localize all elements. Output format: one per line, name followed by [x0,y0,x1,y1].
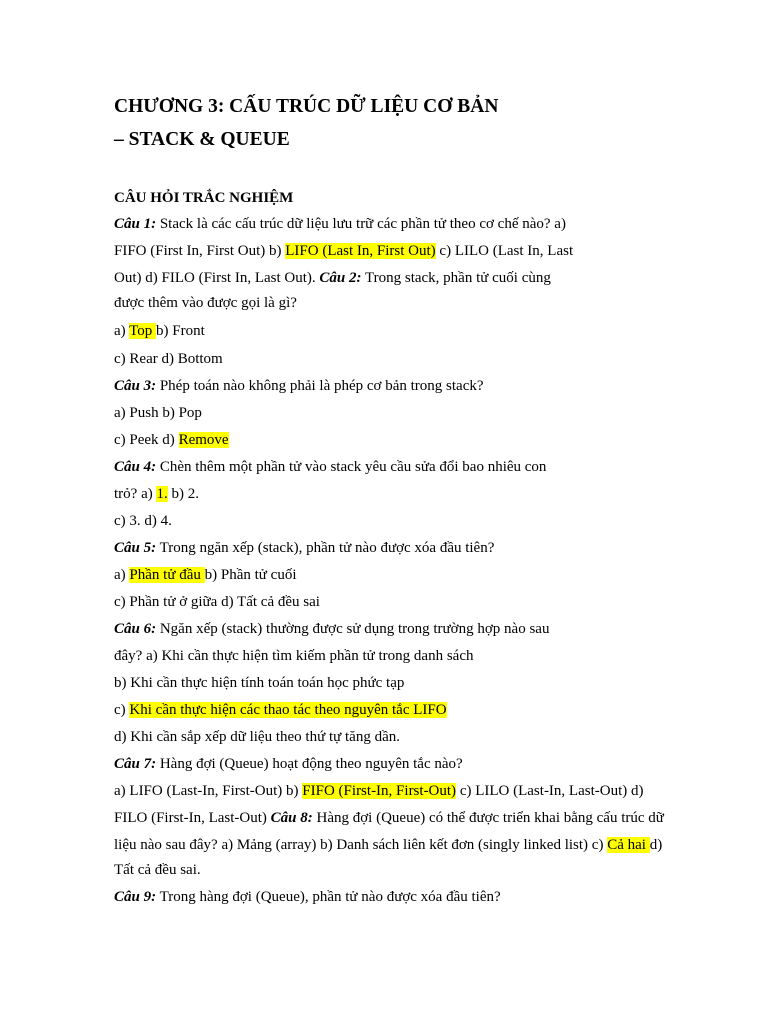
text-segment: Chèn thêm một phần tử vào stack yêu cầu sửa đổi bao nhiêu con [156,459,547,475]
text-line [114,484,199,504]
text-segment: Trong stack, phần tử cuối cùng [361,270,551,286]
text-line [114,700,447,720]
text-segment: d) Khi cần sắp xếp dữ liệu theo thứ tự tăng dần. [114,729,400,745]
text-segment: b) 2. [167,486,199,502]
text-segment: Out) d) FILO (First In, Last Out). [114,270,320,286]
text-line [114,538,494,558]
highlighted-answer: Cả hai [607,837,650,853]
text-line [114,887,501,907]
question-number: Câu 7: [114,756,157,772]
text-segment: b) Phần tử cuối [204,567,297,583]
chapter-title-line-1: CHƯƠNG 3: CẤU TRÚC DỮ LIỆU CƠ BẢN [114,96,499,117]
text-line [114,754,463,774]
text-segment: c) Rear d) Bottom [114,351,223,367]
text-segment: trỏ? a) [114,486,157,502]
text-segment: liệu nào sau đây? a) Mảng (array) b) Danh sách liên kết đơn (singly linked list) c) [114,837,608,853]
text-line [114,619,549,639]
text-line [114,349,223,369]
question-number: Câu 1: [114,216,157,232]
text-line [114,268,551,288]
text-line [114,727,400,747]
text-line [114,646,474,666]
text-line [114,860,201,880]
text-segment: c) [114,702,130,718]
text-segment: a) [114,323,130,339]
text-segment: Stack là các cấu trúc dữ liệu lưu trữ các phần tử theo cơ chế nào? a) [156,216,566,232]
question-number: Câu 6: [114,621,157,637]
text-segment: đây? a) Khi cần thực hiện tìm kiếm phần tử trong danh sách [114,648,474,664]
text-segment: a) [114,567,130,583]
question-number: Câu 9: [114,889,157,905]
chapter-title [114,90,734,156]
text-segment: d) [649,837,663,853]
highlighted-answer: Phần tử đầu [129,567,205,583]
highlighted-answer: LIFO (Last In, First Out) [285,243,436,259]
text-line [114,835,662,855]
text-line [114,241,573,261]
question-number: Câu 5: [114,540,157,556]
text-segment: a) Push b) Pop [114,405,202,421]
text-line [114,430,229,450]
highlighted-answer: Remove [178,432,229,448]
text-segment: c) LILO (Last In, Last [435,243,574,259]
text-segment: Hàng đợi (Queue) hoạt động theo nguyên tắc nào? [156,756,463,772]
text-line [114,592,320,612]
text-line [114,403,202,423]
text-line [114,511,172,531]
section-heading: CÂU HỎI TRẮC NGHIỆM [114,190,294,206]
text-line [114,673,404,693]
question-number: Câu 8: [270,810,313,826]
text-segment: Trong hàng đợi (Queue), phần tử nào được xóa đầu tiên? [156,889,501,905]
text-segment: c) LILO (Last-In, Last-Out) d) [456,783,644,799]
question-number: Câu 2: [319,270,362,286]
text-segment: FIFO (First In, First Out) b) [114,243,286,259]
text-segment: c) Phần tử ở giữa d) Tất cả đều sai [114,594,320,610]
text-line [114,781,644,801]
text-segment: a) LIFO (Last-In, First-Out) b) [114,783,303,799]
text-segment: b) Khi cần thực hiện tính toán toán học phức tạp [114,675,405,691]
text-line [114,457,546,477]
text-line [114,321,205,341]
text-segment: b) Front [156,323,205,339]
highlighted-answer: FIFO (First-In, First-Out) [302,783,457,799]
text-segment: Ngăn xếp (stack) thường được sử dụng trong trường hợp nào sau [156,621,550,637]
question-number: Câu 3: [114,378,157,394]
text-line [114,565,297,585]
chapter-title-line-2: – STACK & QUEUE [114,129,290,150]
highlighted-answer: 1. [156,486,168,502]
text-segment: được thêm vào được gọi là gì? [114,295,297,311]
text-line [114,214,566,234]
text-segment: Phép toán nào không phải là phép cơ bản trong stack? [156,378,484,394]
text-segment: c) 3. d) 4. [114,513,172,529]
text-segment: Trong ngăn xếp (stack), phần tử nào được xóa đầu tiên? [156,540,495,556]
text-segment: FILO (First-In, Last-Out) [114,810,271,826]
text-line [114,376,484,396]
text-segment: Hàng đợi (Queue) có thể được triển khai bằng cấu trúc dữ [312,810,664,826]
highlighted-answer: Top [129,323,157,339]
text-segment: c) Peek d) [114,432,179,448]
highlighted-answer: Khi cần thực hiện các thao tác theo nguyên tắc LIFO [129,702,447,718]
text-line [114,808,664,828]
question-number: Câu 4: [114,459,157,475]
text-segment: Tất cả đều sai. [114,862,201,878]
text-line [114,293,297,313]
